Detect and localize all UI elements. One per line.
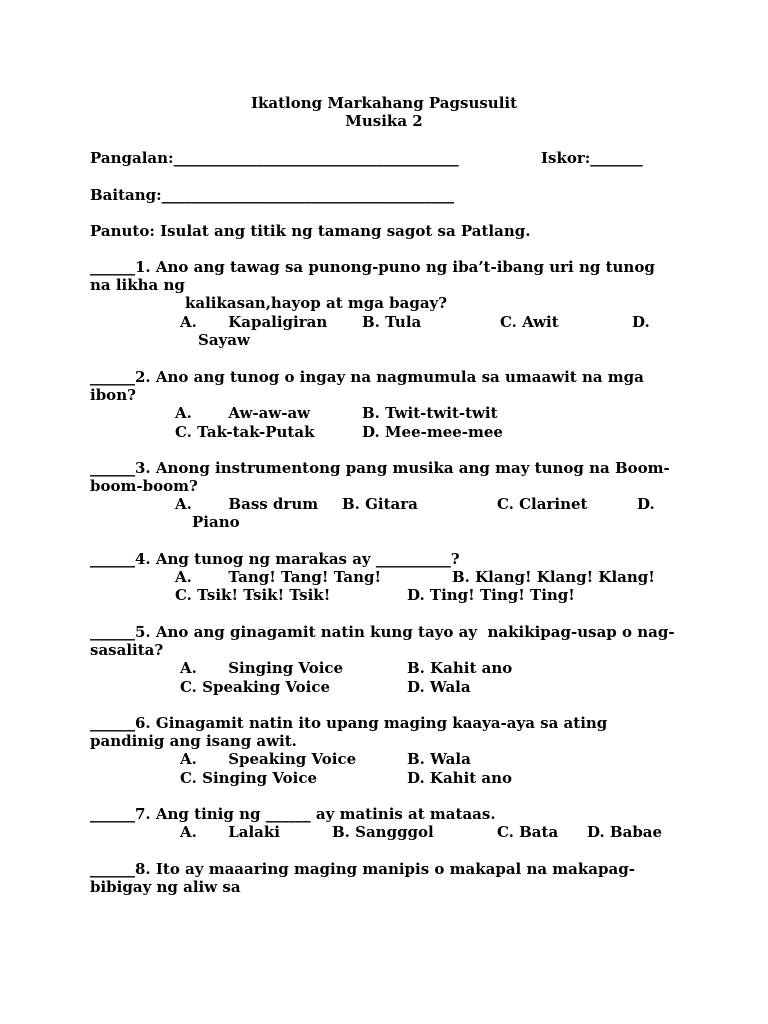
q7-choice-c: C. Bata [497,823,559,841]
q7-choice-b: B. Sangggol [332,823,434,841]
q6-choice-b: B. Wala [407,750,471,768]
q1-line1: ______1. Ano ang tawag sa punong-puno ng iba’t-ibang uri ng tunog [90,258,655,276]
page-subtitle: Musika 2 [345,112,423,130]
q2-line1: ______2. Ano ang tunog o ingay na nagmumula sa umaawit na mga [90,368,644,386]
q1-line3: kalikasan,hayop at mga bagay? [185,294,448,312]
q6-choice-a: A. Speaking Voice [180,750,357,768]
q5-choice-a: A. Singing Voice [180,659,344,677]
q6-line2: pandinig ang isang awit. [90,732,297,750]
q4-line1: ______4. Ang tunog ng marakas ay __________? [90,550,460,568]
q4-choice-a: A. Tang! Tang! Tang! [175,568,382,586]
q7-choice-a: A. Lalaki [180,823,280,841]
name-field: Pangalan:______________________________________ [90,149,459,167]
q6-line1: ______6. Ginagamit natin ito upang maging kaaya-aya sa ating [90,714,608,732]
q8-line2: bibigay ng aliw sa [90,878,241,896]
q7-choice-d: D. Babae [587,823,663,841]
q5-choice-b: B. Kahit ano [407,659,513,677]
q3-choice-c: C. Clarinet [497,495,588,513]
q6-choice-d: D. Kahit ano [407,769,513,787]
q5-choice-c: C. Speaking Voice [180,678,331,696]
score-field: Iskor:_______ [541,149,643,167]
q2-choice-c: C. Tak-tak-Putak [175,423,315,441]
q2-choice-a: A. Aw-aw-aw [175,404,311,422]
q6-choice-c: C. Singing Voice [180,769,317,787]
q3-choice-d-text: Piano [192,513,240,531]
q7-line1: ______7. Ang tinig ng ______ ay matinis at mataas. [90,805,496,823]
q1-choice-c: C. Awit [500,313,559,331]
q3-choice-b: B. Gitara [342,495,418,513]
q4-choice-c: C. Tsik! Tsik! Tsik! [175,586,331,604]
q1-choice-d: D. [632,313,650,331]
q2-choice-b: B. Twit-twit-twit [362,404,498,422]
q1-choice-a: A. Kapaligiran [180,313,328,331]
q1-choice-d-text: Sayaw [198,331,250,349]
q2-line2: ibon? [90,386,136,404]
q3-line2: boom-boom? [90,477,198,495]
q2-choice-d: D. Mee-mee-mee [362,423,503,441]
instructions: Panuto: Isulat ang titik ng tamang sagot sa Patlang. [90,222,531,240]
q4-choice-d: D. Ting! Ting! Ting! [407,586,575,604]
q3-line1: ______3. Anong instrumentong pang musika ang may tunog na Boom- [90,459,670,477]
q5-choice-d: D. Wala [407,678,471,696]
q1-choice-b: B. Tula [362,313,422,331]
q1-line2: na likha ng [90,276,185,294]
q3-choice-a: A. Bass drum [175,495,319,513]
q4-choice-b: B. Klang! Klang! Klang! [452,568,655,586]
q5-line2: sasalita? [90,641,164,659]
page-title: Ikatlong Markahang Pagsusulit [250,94,518,112]
q5-line1: ______5. Ano ang ginagamit natin kung tayo ay nakikipag-usap o nag- [90,623,675,641]
grade-field: Baitang:_______________________________________ [90,186,455,204]
q3-choice-d: D. [637,495,655,513]
q8-line1: ______8. Ito ay maaaring maging manipis o makapal na makapag- [90,860,635,878]
